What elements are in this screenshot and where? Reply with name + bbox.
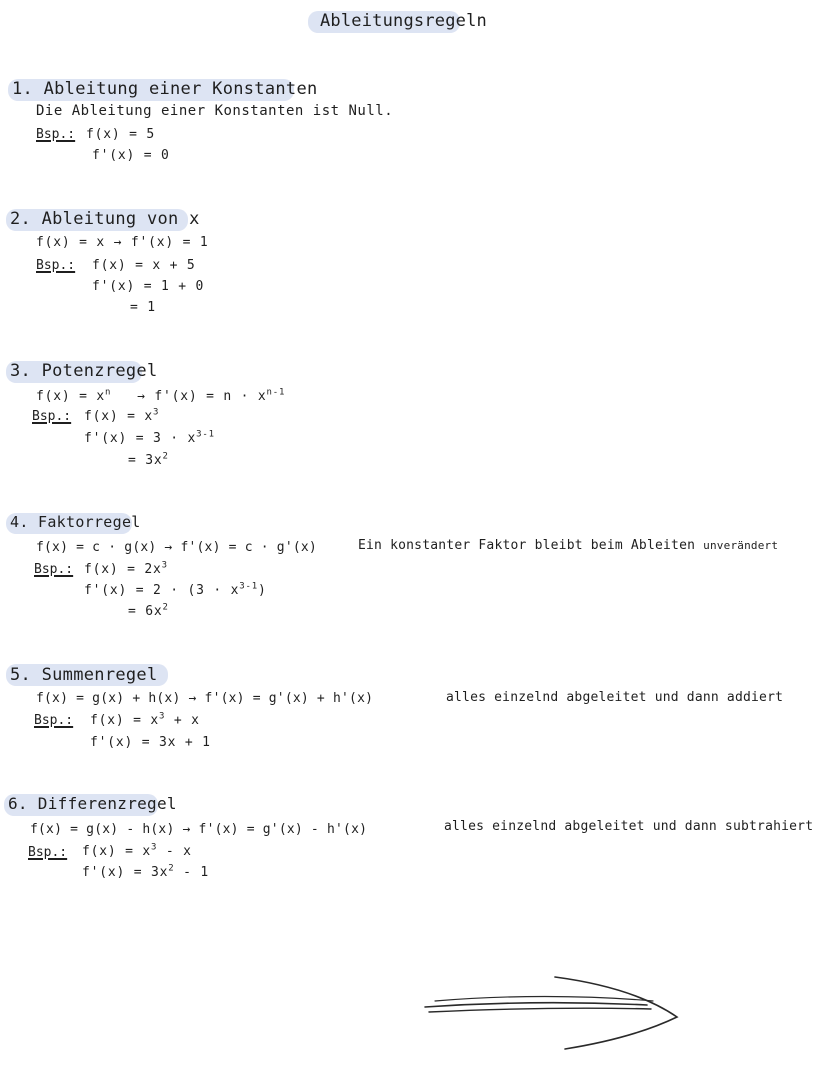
section-4-remark [358, 539, 778, 552]
section-2-bsp: Bsp.: [36, 258, 76, 273]
section-3-rule [36, 387, 286, 404]
section-4-rule: f(x) = c · g(x) → f'(x) = c · g'(x) [36, 540, 317, 555]
section-3-rule-b-exp: n-1 [266, 387, 286, 398]
section-4-example-fprime-exp: 3-1 [239, 581, 258, 592]
section-5-example-f [90, 711, 200, 728]
section-6-example-f-text: f(x) = x [82, 844, 152, 859]
section-3-example-fprime-exp: 3-1 [196, 429, 215, 440]
section-3-example-f [84, 407, 160, 424]
section-4-heading: 4. Faktorregel [10, 513, 141, 531]
section-2-heading: 2. Ableitung von x [10, 209, 200, 229]
section-5-rule: f(x) = g(x) + h(x) → f'(x) = g'(x) + h'(x) [36, 691, 374, 706]
section-4-example-result-exp: 2 [162, 602, 169, 613]
section-2-example-fprime: f'(x) = 1 + 0 [92, 279, 205, 294]
section-4-example-result-text: = 6x [128, 604, 163, 619]
section-6-example-f [82, 842, 192, 859]
section-5-bsp: Bsp.: [34, 713, 74, 728]
section-2-example-result: = 1 [130, 300, 156, 315]
section-4-example-f-text: f(x) = 2x [84, 562, 162, 577]
section-6-example-fprime [82, 863, 210, 880]
section-5-example-fprime: f'(x) = 3x + 1 [90, 735, 211, 750]
section-3-example-fprime [84, 429, 215, 446]
section-1-example-fprime: f'(x) = 0 [92, 148, 170, 163]
section-4-example-fprime-close: ) [257, 583, 267, 598]
section-6-heading: 6. Differenzregel [8, 794, 177, 813]
section-1-statement: Die Ableitung einer Konstanten ist Null. [36, 103, 394, 119]
section-3-example-result-exp: 2 [162, 451, 169, 462]
section-4-example-fprime [84, 581, 267, 598]
section-6-example-fprime-text: f'(x) = 3x [82, 865, 169, 880]
section-3-example-result-text: = 3x [128, 453, 163, 468]
section-6-example-fprime-exp: 2 [168, 863, 175, 874]
section-4-example-f-exp: 3 [161, 560, 168, 571]
section-5-example-f-exp: 3 [159, 711, 166, 722]
section-4-example-result [128, 602, 169, 619]
section-2-example-f: f(x) = x + 5 [92, 258, 196, 273]
section-3-rule-b: → f'(x) = n · x [137, 389, 267, 404]
section-3-rule-a: f(x) = x [36, 389, 106, 404]
section-3-example-result [128, 451, 169, 468]
section-5-heading: 5. Summenregel [10, 665, 158, 685]
section-1-heading: 1. Ableitung einer Konstanten [12, 79, 318, 99]
section-6-rule: f(x) = g(x) - h(x) → f'(x) = g'(x) - h'(x) [30, 822, 368, 837]
section-3-example-f-text: f(x) = x [84, 409, 154, 424]
section-4-remark-end: unverändert [703, 539, 779, 552]
section-5-example-f-text: f(x) = x [90, 713, 160, 728]
section-3-rule-a-exp: n [105, 387, 112, 398]
section-5-remark: alles einzelnd abgeleitet und dann addiert [446, 690, 784, 705]
section-4-remark-text: Ein konstanter Faktor bleibt beim Ableiten [358, 538, 696, 553]
section-3-example-fprime-text: f'(x) = 3 · x [84, 431, 197, 446]
page-title: Ableitungsregeln [320, 11, 487, 31]
section-3-heading: 3. Potenzregel [10, 361, 158, 381]
next-page-arrow-icon [415, 965, 690, 1060]
section-6-bsp: Bsp.: [28, 845, 68, 860]
section-4-bsp: Bsp.: [34, 562, 74, 577]
section-6-example-f-end: - x [157, 844, 192, 859]
section-6-remark: alles einzelnd abgeleitet und dann subtrahiert [444, 819, 814, 834]
section-5-example-f-end: + x [165, 713, 200, 728]
section-6-example-f-exp: 3 [151, 842, 158, 853]
section-4-example-f [84, 560, 168, 577]
section-4-example-fprime-text: f'(x) = 2 · (3 · x [84, 583, 240, 598]
section-2-rule: f(x) = x → f'(x) = 1 [36, 235, 209, 250]
section-3-bsp: Bsp.: [32, 409, 72, 424]
section-6-example-fprime-end: - 1 [174, 865, 210, 880]
section-3-example-f-exp: 3 [153, 407, 160, 418]
section-1-bsp: Bsp.: [36, 127, 76, 142]
section-1-example-f: f(x) = 5 [86, 127, 156, 142]
